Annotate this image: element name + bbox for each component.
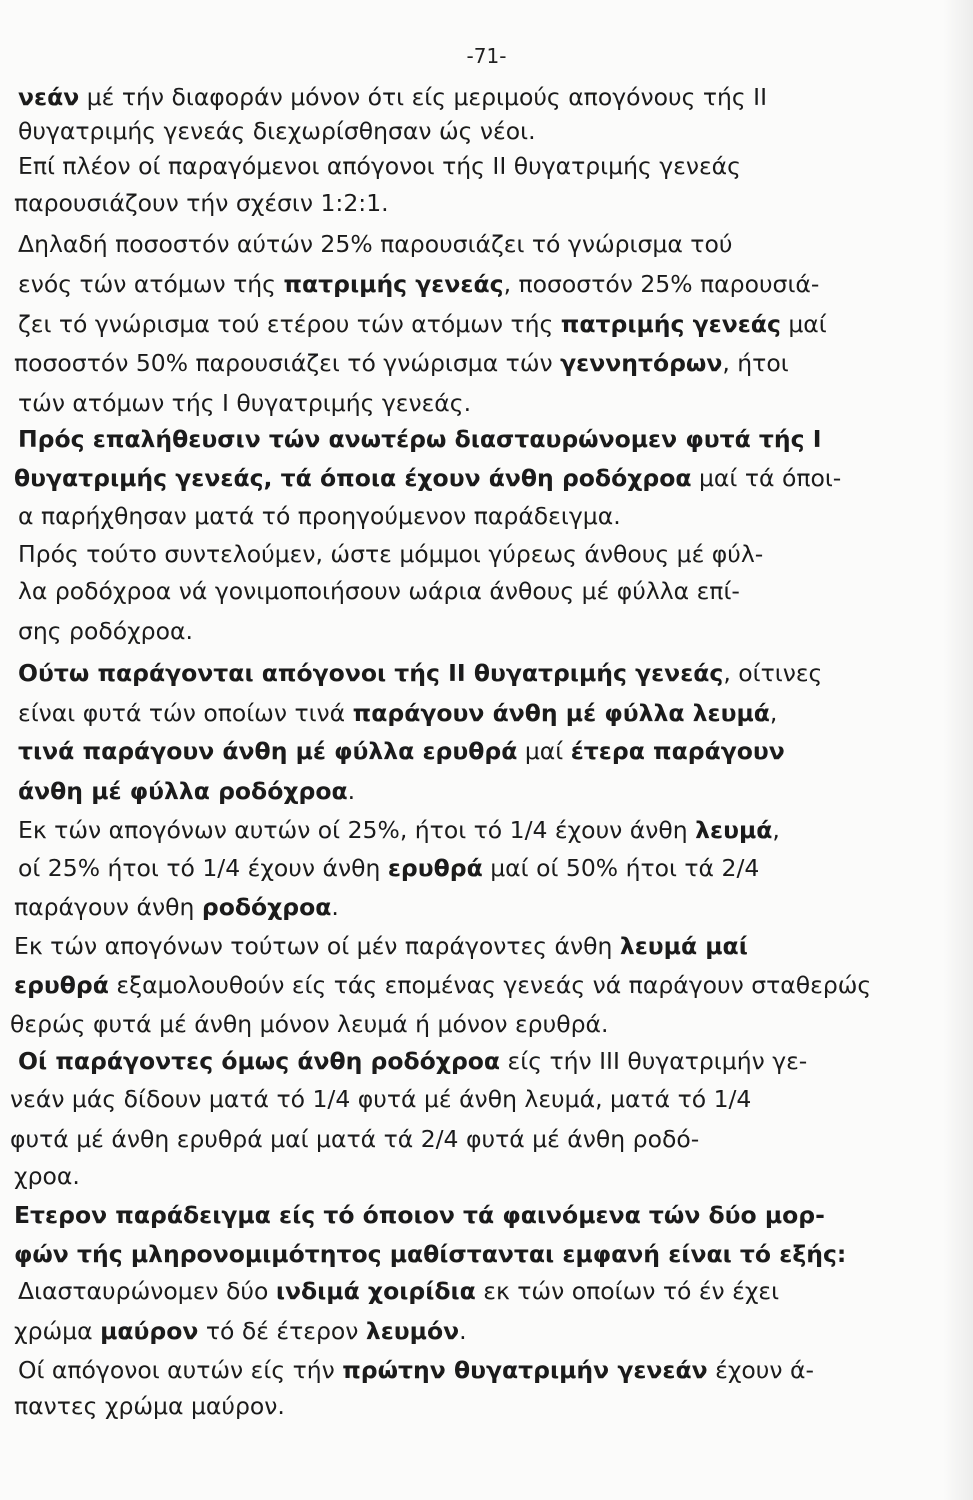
underlined-phrase: ινδιμά χοιρίδια [275, 1280, 476, 1304]
text-line [0, 1395, 973, 1419]
underlined-phrase: ερυθρά [14, 974, 109, 998]
text-segment: ζει τό γνώρισμα τού ετέρου τών ατόμων τής [18, 313, 561, 337]
underlined-phrase: λευμά μαί [619, 935, 748, 959]
text-line [0, 505, 973, 529]
text-segment: οί 25% ήτοι τό 1/4 έχουν άνθη [18, 857, 388, 881]
text-segment: εκ τών οποίων τό έν έχει [475, 1280, 780, 1304]
text-segment: Επί πλέον οί παραγόμενοι απόγονοι τής ΙΙ θυγατριμής γενεάς [18, 155, 741, 179]
text-segment: , [772, 819, 780, 843]
underlined-phrase: έτερα παράγουν [570, 740, 785, 764]
text-line [0, 543, 973, 567]
underlined-phrase: φών τής μληρονομιμότητος μαθίστανται εμφανή είναι τό εξής: [14, 1243, 847, 1267]
text-line [0, 662, 973, 686]
text-line [0, 1165, 973, 1189]
text-segment: είς τήν ΙΙΙ θυγατριμήν γε- [500, 1050, 808, 1074]
text-line [0, 935, 973, 959]
text-segment: λα ροδόχροα νά γονιμοποιήσουν ωάρια άνθους μέ φύλλα επί- [18, 580, 740, 604]
text-segment: Πρός τούτο συντελούμεν, ώστε μόμμοι γύρεως άνθους μέ φύλ- [18, 543, 764, 567]
text-segment: φυτά μέ άνθη ερυθρά μαί ματά τά 2/4 φυτά μέ άνθη ροδό- [10, 1128, 700, 1152]
text-segment: α παρήχθησαν ματά τό προηγούμενον παράδειγμα. [18, 505, 621, 529]
text-segment: χροα. [14, 1165, 80, 1189]
underlined-phrase: ροδόχροα [201, 896, 332, 920]
text-line [0, 1280, 973, 1304]
underlined-phrase: μαύρον [100, 1320, 199, 1344]
text-segment: θυγατριμής γενεάς διεχωρίσθησαν ώς νέοι. [18, 120, 536, 144]
text-segment: χρώμα [14, 1320, 101, 1344]
text-line [0, 819, 973, 843]
text-line [0, 192, 973, 216]
underlined-phrase: ερυθρά [387, 857, 483, 881]
text-line [0, 1050, 973, 1074]
text-line [0, 1204, 973, 1228]
text-line [0, 580, 973, 604]
text-line [0, 155, 973, 179]
underlined-phrase: λευμόν [365, 1320, 460, 1344]
text-line [0, 857, 973, 881]
text-segment: παντες χρώμα μαύρον. [14, 1395, 285, 1419]
text-line [0, 86, 973, 110]
text-line [0, 467, 973, 491]
text-line [0, 428, 973, 452]
underlined-phrase: πατριμής γενεάς [560, 313, 781, 337]
text-segment: παράγουν άνθη [14, 896, 202, 920]
underlined-phrase: πρώτην θυγατριμήν γενεάν [342, 1359, 708, 1383]
text-line [0, 1320, 973, 1344]
text-segment: παρουσιάζουν τήν σχέσιν 1:2:1. [14, 192, 389, 216]
text-segment: Διασταυρώνομεν δύο [18, 1280, 276, 1304]
text-line [0, 392, 973, 416]
text-segment: μαί [517, 740, 571, 764]
text-segment: , οίτινες [723, 662, 823, 686]
text-segment: Εκ τών απογόνων αυτών οί 25%, ήτοι τό 1/4 έχουν άνθη [18, 819, 696, 843]
text-segment: εξαμολουθούν είς τάς επομένας γενεάς νά παράγουν σταθερώς [108, 974, 872, 998]
text-line [0, 1128, 973, 1152]
text-line [0, 1243, 973, 1267]
text-line [0, 1359, 973, 1383]
underlined-phrase: λευμά [695, 819, 773, 843]
text-line [0, 702, 973, 726]
text-segment: Εκ τών απογόνων τούτων οί μέν παράγοντες άνθη [14, 935, 620, 959]
underlined-phrase: πατριμής γενεάς [283, 273, 504, 297]
text-line [0, 974, 973, 998]
text-segment: ενός τών ατόμων τής [18, 273, 284, 297]
text-line [0, 352, 973, 376]
underlined-phrase: Οί παράγοντες όμως άνθη ροδόχροα [18, 1050, 501, 1074]
text-segment: . [331, 896, 339, 920]
text-line [0, 740, 973, 764]
text-segment: έχουν ά- [707, 1359, 814, 1383]
text-line [0, 120, 973, 144]
text-segment: , ήτοι [722, 352, 789, 376]
text-line [0, 313, 973, 337]
text-segment: μαί [780, 313, 827, 337]
text-line [0, 1088, 973, 1112]
text-segment: μαί οί 50% ήτοι τά 2/4 [482, 857, 760, 881]
text-line [0, 896, 973, 920]
text-segment: Οί απόγονοι αυτών είς τήν [18, 1359, 343, 1383]
text-segment: θερώς φυτά μέ άνθη μόνον λευμά ή μόνον ερυθρά. [10, 1013, 609, 1037]
underlined-phrase: θυγατριμής γενεάς, τά όποια έχουν άνθη ροδόχροα [14, 467, 692, 491]
text-segment: μαί τά όποι- [691, 467, 842, 491]
text-line [0, 780, 973, 804]
text-segment: ποσοστόν 50% παρουσιάζει τό γνώρισμα τών [14, 352, 561, 376]
text-segment: είναι φυτά τών οποίων τινά [18, 702, 353, 726]
text-segment: μέ τήν διαφοράν μόνον ότι είς μεριμούς απογόνους τής ΙΙ [79, 86, 768, 110]
text-segment: τό δέ έτερον [198, 1320, 366, 1344]
underlined-phrase: Ετερον παράδειγμα είς τό όποιον τά φαινόμενα τών δύο μορ- [14, 1204, 825, 1228]
text-line [0, 620, 973, 644]
underlined-phrase: άνθη μέ φύλλα ροδόχροα [18, 780, 348, 804]
underlined-phrase: νεάν [18, 86, 80, 110]
text-segment: Δηλαδή ποσοστόν αύτών 25% παρουσιάζει τό γνώρισμα τού [18, 233, 733, 257]
text-segment: σης ροδόχροα. [18, 620, 193, 644]
underlined-phrase: Ούτω παράγονται απόγονοι τής ΙΙ θυγατριμής γενεάς [18, 662, 724, 686]
text-segment: . [347, 780, 356, 804]
text-line [0, 233, 973, 257]
text-line [0, 1013, 973, 1037]
underlined-phrase: παράγουν άνθη μέ φύλλα λευμά [352, 702, 770, 726]
text-segment: . [459, 1320, 467, 1344]
text-segment: , [769, 702, 778, 726]
text-segment: , ποσοστόν 25% παρουσιά- [503, 273, 820, 297]
text-line [0, 273, 973, 297]
page-number: -71- [466, 44, 507, 68]
text-segment: νεάν μάς δίδουν ματά τό 1/4 φυτά μέ άνθη λευμά, ματά τό 1/4 [10, 1088, 752, 1112]
underlined-phrase: Πρός επαλήθευσιν τών ανωτέρω διασταυρώνομεν φυτά τής Ι [18, 428, 822, 452]
underlined-phrase: τινά παράγουν άνθη μέ φύλλα ερυθρά [18, 740, 518, 764]
text-segment: τών ατόμων τής Ι θυγατριμής γενεάς. [18, 392, 472, 416]
underlined-phrase: γεννητόρων [560, 352, 723, 376]
